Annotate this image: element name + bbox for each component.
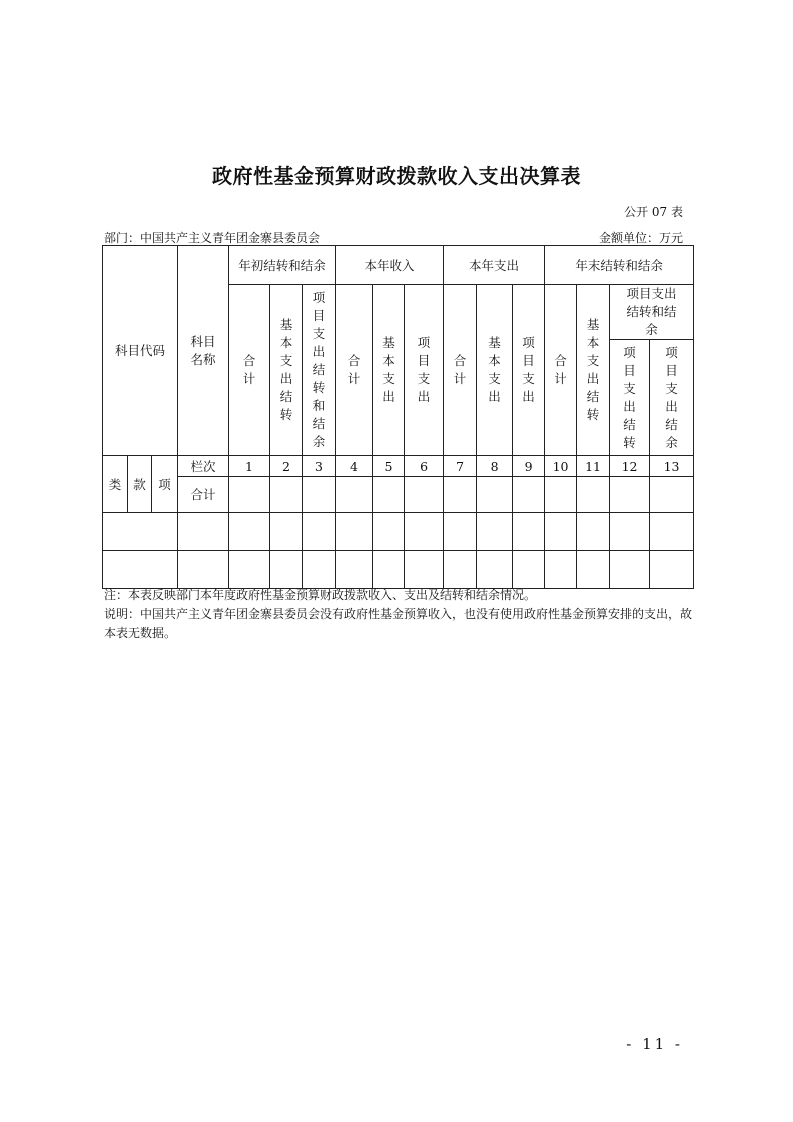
table-cell — [610, 551, 650, 589]
table-row-total — [103, 477, 694, 513]
table-cell — [477, 477, 513, 513]
header-total-3: 合计 — [444, 285, 477, 456]
header-project-3: 项目支出 — [513, 285, 545, 456]
column-number: 11 — [577, 456, 610, 477]
header-basic-carry-1: 基本支出结转 — [270, 285, 303, 456]
column-number: 12 — [610, 456, 650, 477]
table-cell — [373, 513, 405, 551]
table-explanation: 说明：中国共产主义青年团金寨县委员会没有政府性基金预算收入，也没有使用政府性基金预算安排的支出，故本表无数据。 — [104, 607, 693, 640]
code-part-section: 款 — [128, 456, 152, 513]
table-cell — [405, 551, 444, 589]
table-cell — [178, 551, 229, 589]
header-project-carry-1: 项目支出结转和结余 — [303, 285, 336, 456]
header-project-carry-b-4: 项目支出结余 — [650, 340, 694, 456]
table-cell — [545, 477, 577, 513]
header-total-1: 合计 — [229, 285, 270, 456]
column-number: 4 — [336, 456, 373, 477]
table-cell — [444, 513, 477, 551]
header-basic-2: 基本支出 — [373, 285, 405, 456]
table-cell — [477, 513, 513, 551]
table-cell — [513, 513, 545, 551]
header-basic-carry-4: 基本支出结转 — [577, 285, 610, 456]
table-cell — [303, 513, 336, 551]
table-note: 注：本表反映部门本年度政府性基金预算财政拨款收入、支出及结转和结余情况。 — [104, 588, 537, 602]
table-cell — [545, 513, 577, 551]
header-group-opening-balance: 年初结转和结余 — [229, 246, 336, 285]
header-group-closing-balance: 年末结转和结余 — [545, 246, 694, 285]
table-cell — [513, 551, 545, 589]
column-number: 5 — [373, 456, 405, 477]
table-cell — [229, 513, 270, 551]
table-cell — [577, 513, 610, 551]
table-cell — [103, 551, 178, 589]
table-cell — [577, 551, 610, 589]
column-number: 1 — [229, 456, 270, 477]
table-cell — [336, 513, 373, 551]
table-cell — [610, 477, 650, 513]
header-group-expenditure: 本年支出 — [444, 246, 545, 285]
header-total-2: 合计 — [336, 285, 373, 456]
column-number: 3 — [303, 456, 336, 477]
form-number: 公开 07 表 — [624, 205, 683, 219]
header-project-carry-a-4: 项目支出结转 — [610, 340, 650, 456]
table-cell — [444, 477, 477, 513]
table-cell — [103, 513, 178, 551]
column-number: 9 — [513, 456, 545, 477]
table-cell — [303, 551, 336, 589]
page-number: - 11 - — [626, 1035, 683, 1053]
table-cell — [270, 551, 303, 589]
table-cell — [513, 477, 545, 513]
table-cell — [229, 477, 270, 513]
row-total-label: 合计 — [178, 477, 229, 513]
table-cell — [650, 551, 694, 589]
table-cell — [270, 513, 303, 551]
code-part-category: 类 — [103, 456, 128, 513]
header-basic-3: 基本支出 — [477, 285, 513, 456]
table-cell — [373, 477, 405, 513]
page-title: 政府性基金预算财政拨款收入支出决算表 — [212, 164, 581, 188]
table-row-empty — [103, 551, 694, 589]
budget-table — [102, 245, 694, 589]
table-cell — [545, 551, 577, 589]
column-number: 8 — [477, 456, 513, 477]
table-cell — [336, 551, 373, 589]
header-project-carry-group-4: 项目支出结转和结余 — [610, 285, 694, 340]
table-cell — [577, 477, 610, 513]
table-cell — [336, 477, 373, 513]
table-cell — [477, 551, 513, 589]
table-cell — [303, 477, 336, 513]
header-project-2: 项目支出 — [405, 285, 444, 456]
table-cell — [650, 513, 694, 551]
column-number: 2 — [270, 456, 303, 477]
column-number: 7 — [444, 456, 477, 477]
table-cell — [444, 551, 477, 589]
table-cell — [229, 551, 270, 589]
amount-unit-label: 金额单位：万元 — [598, 231, 683, 245]
header-subject-code: 科目代码 — [103, 246, 178, 456]
table-cell — [405, 513, 444, 551]
table-cell — [373, 551, 405, 589]
header-subject-name: 科目名称 — [178, 246, 229, 456]
column-number: 13 — [650, 456, 694, 477]
table-cell — [650, 477, 694, 513]
column-number: 10 — [545, 456, 577, 477]
header-group-income: 本年收入 — [336, 246, 444, 285]
header-total-4: 合计 — [545, 285, 577, 456]
department-label: 部门：中国共产主义青年团金寨县委员会 — [104, 231, 321, 245]
table-cell — [270, 477, 303, 513]
table-cell — [405, 477, 444, 513]
table-cell — [610, 513, 650, 551]
table-row-empty — [103, 513, 694, 551]
column-number: 6 — [405, 456, 444, 477]
table-cell — [178, 513, 229, 551]
code-part-item: 项 — [152, 456, 178, 513]
row-index-label: 栏次 — [178, 456, 229, 477]
